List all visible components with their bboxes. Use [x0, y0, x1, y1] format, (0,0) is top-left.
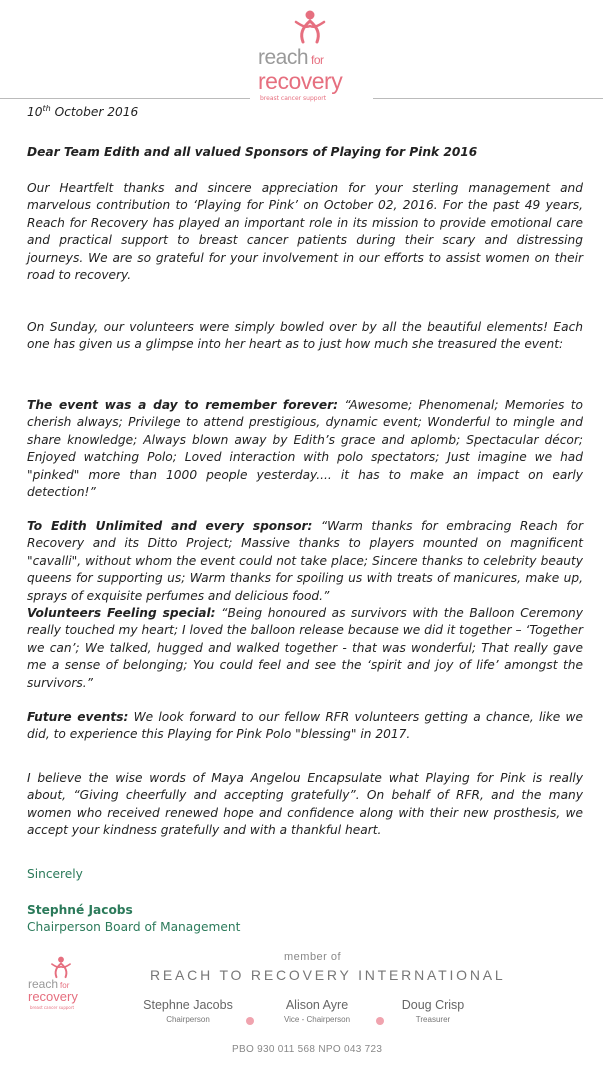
header-divider-left [0, 98, 250, 99]
officer-role: Vice - Chairperson [283, 1015, 351, 1024]
paragraph-volunteers: On Sunday, our volunteers were simply bowled over by all the beautiful elements! Each one has given us a glimpse into her heart as to just how much she treasured the event: [27, 320, 583, 352]
paragraph-closing-thoughts: I believe the wise words of Maya Angelou Encapsulate what Playing for Pink is really about, “Giving cheerfully and accepting gratefully”. On behalf of RFR, and the many women who received renewed hope and confidence along with their new prosthesis, we accept your kindness gratefully and with a thankful heart. [27, 771, 583, 838]
closing-sincerely: Sincerely [27, 867, 83, 881]
logo-word-reach: reach for [258, 46, 324, 69]
officer-role: Treasurer [415, 1015, 451, 1024]
salutation: Dear Team Edith and all valued Sponsors of Playing for Pink 2016 [27, 145, 478, 159]
officer-chairperson [143, 998, 233, 1024]
footer-logo-word-reach: reach for [28, 977, 70, 991]
paragraph-volunteers-special: Volunteers Feeling special: “Being honoured as survivors with the Balloon Ceremony really touched my heart; I loved the balloon release because we did it together – ‘Together we can’; We talked, hugged and walked together - that was wonderful; That really gave me a sense of belonging; You could feel and see the ‘spirit and joy of life’ amongst the survivors.” [27, 606, 583, 690]
officer-name: Doug Crisp [401, 998, 465, 1012]
reach-for-recovery-logo [258, 8, 368, 103]
sponsor-thanks-label: To Edith Unlimited and every sponsor: [27, 519, 313, 533]
volunteers-special-label: Volunteers Feeling special: [27, 606, 216, 620]
international-organization: REACH TO RECOVERY INTERNATIONAL [150, 967, 506, 983]
event-quotes-label: The event was a day to remember forever: [27, 398, 338, 412]
pink-ribbon-figure-icon [290, 8, 330, 48]
member-of-label: member of [284, 951, 342, 963]
logo-word-recovery: recovery [258, 68, 343, 94]
officer-name: Stephne Jacobs [143, 998, 233, 1012]
officer-vice-chairperson [262, 998, 372, 1024]
paragraph-thanks: Our Heartfelt thanks and sincere appreciation for your sterling management and marvelous contribution to ‘Playing for Pink’ on October 02, 2016. For the past 49 years, Reach for Recovery has played an important role in its mission to provide emotional care and practical support to breast cancer patients during their scary and distressing journeys. We are so grateful for your involvement in our efforts to assist women on their road to recovery. [27, 181, 583, 283]
footer-logo-tagline: breast cancer support [30, 1005, 75, 1010]
paragraph-event-quotes: The event was a day to remember forever: “Awesome; Phenomenal; Memories to cherish always; Privilege to attend prestigious, dynamic event; Wonderful to mingle and share knowledge; Always blown away by Edith’s grace and aplomb; Spectacular décor; Enjoyed watching Polo; Loved interaction with polo spectators; Just imagine we had "pinked" more than 1000 people yesterday.... it has to make an impact on early detection!” [27, 398, 583, 500]
separator-dot-icon [376, 1017, 384, 1025]
logo-tagline: breast cancer support [260, 95, 327, 102]
officer-role: Chairperson [166, 1015, 210, 1024]
signer-name: Stephné Jacobs [27, 903, 133, 917]
signer-role: Chairperson Board of Management [27, 920, 241, 934]
officer-name: Alison Ayre [285, 998, 349, 1012]
footer-logo-word-recovery: recovery [28, 989, 78, 1004]
paragraph-future-events: Future events: We look forward to our fellow RFR volunteers getting a chance, like we did, to experience this Playing for Pink Polo "blessing" in 2017. [27, 710, 583, 742]
paragraph-sponsor-thanks: To Edith Unlimited and every sponsor: “Warm thanks for embracing Reach for Recovery and its Ditto Project; Massive thanks to players mounted on magnificent "cavalli", without whom the event could not take place; Sincere thanks to celebrity beauty queens for supporting us; Warm thanks for spoiling us with treats of manicures, make up, sprays of exquisite perfumes and delicious food.” [27, 519, 583, 603]
letter-date: 10th October 2016 [27, 104, 139, 120]
registration-numbers: PBO 930 011 568 NPO 043 723 [232, 1044, 383, 1055]
separator-dot-icon [246, 1017, 254, 1025]
future-events-label: Future events: [27, 710, 129, 724]
footer-logo [26, 955, 96, 1010]
header-divider-right [373, 98, 603, 99]
officer-treasurer [388, 998, 478, 1024]
